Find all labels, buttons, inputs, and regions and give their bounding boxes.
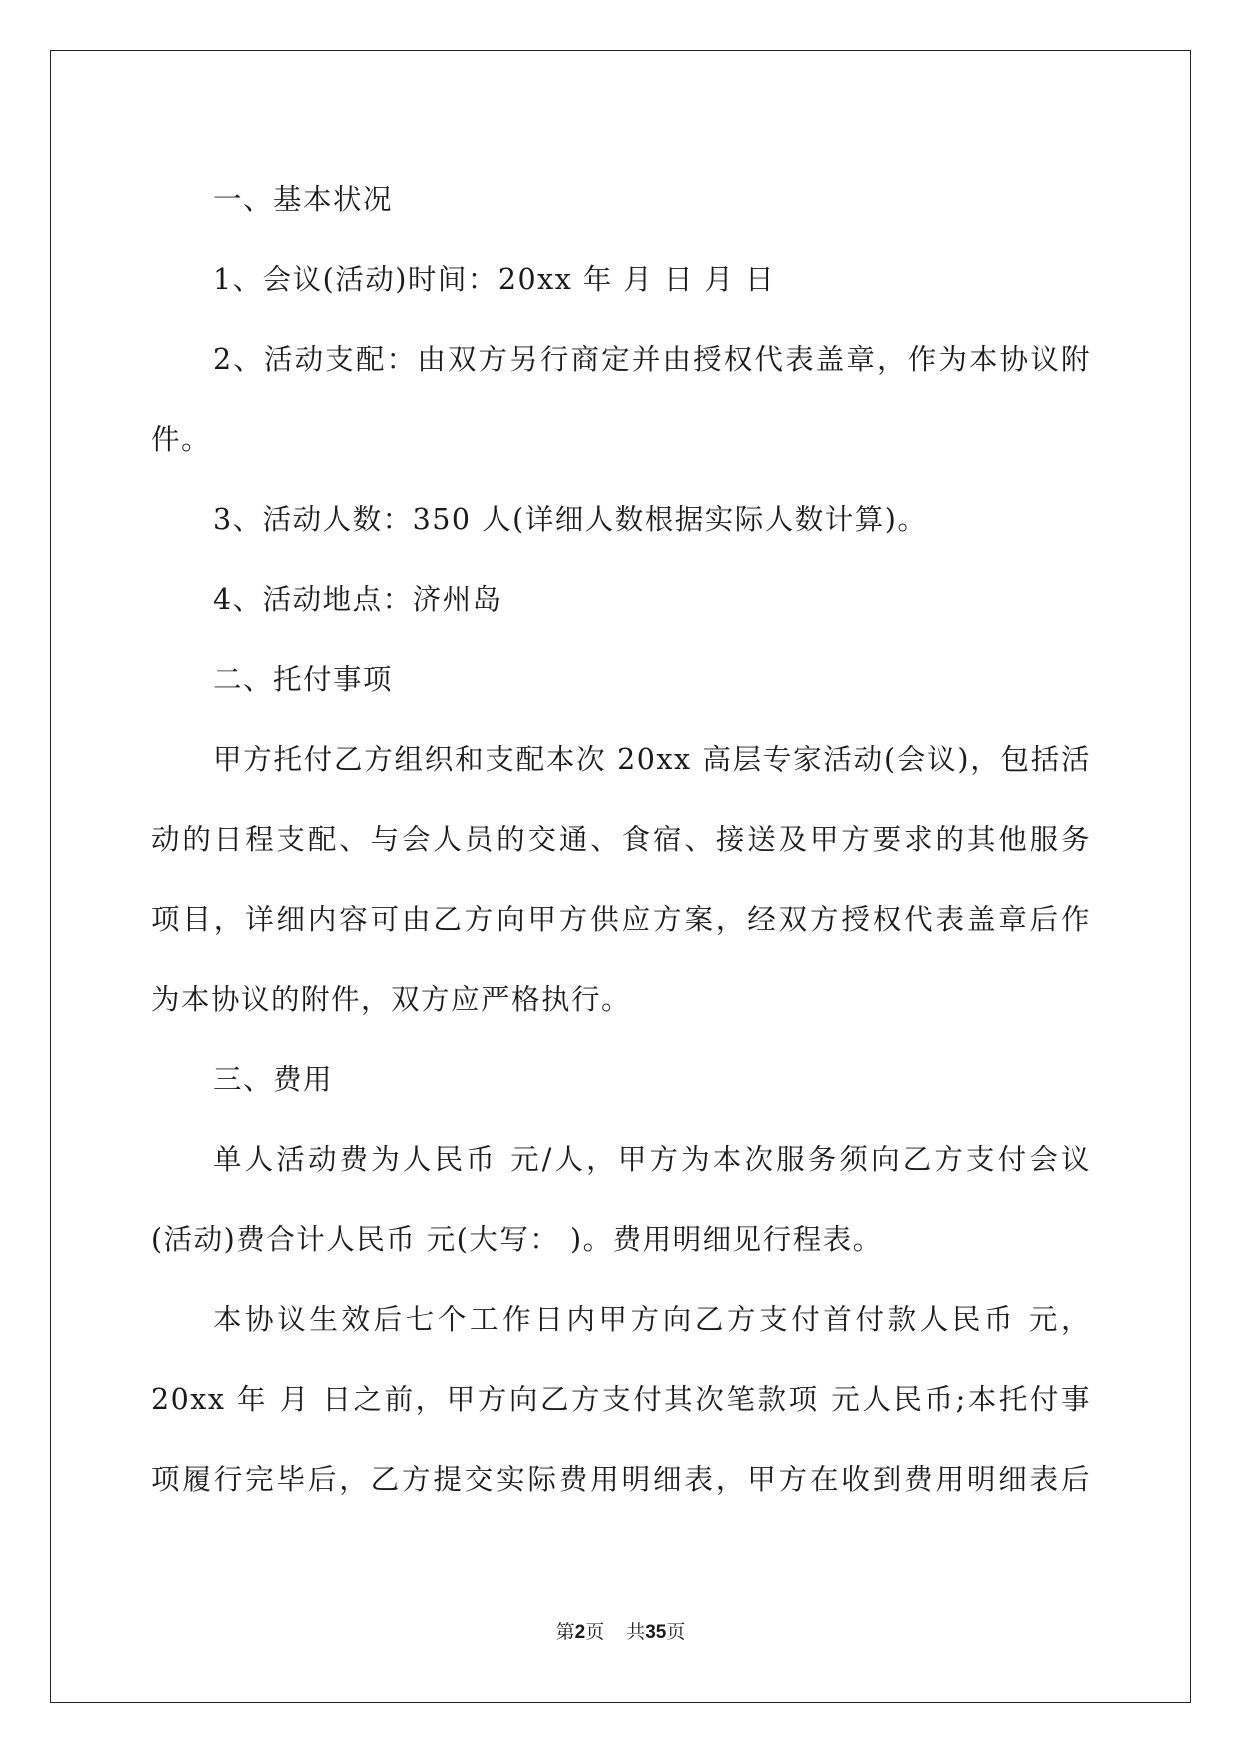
text-line: 本协议生效后七个工作日内甲方向乙方支付首付款人民币 元， <box>213 1303 1091 1336</box>
page-suffix: 页 <box>585 1621 605 1643</box>
text-line: 4、活动地点：济州岛 <box>213 583 503 616</box>
text-line: 为本协议的附件，双方应严格执行。 <box>151 983 632 1016</box>
total-suffix: 页 <box>666 1621 686 1643</box>
text-line: 项履行完毕后，乙方提交实际费用明细表，甲方在收到费用明细表后 <box>151 1463 1091 1496</box>
text-line: 三、费用 <box>213 1063 334 1096</box>
text-line: 二、托付事项 <box>213 663 394 696</box>
text-line: 件。 <box>151 423 212 456</box>
page-number: 2 <box>574 1622 586 1643</box>
text-line: 项目，详细内容可由乙方向甲方供应方案，经双方授权代表盖章后作 <box>151 903 1091 936</box>
text-line: 3、活动人数：350 人(详细人数根据实际人数计算)。 <box>213 503 928 536</box>
text-line: (活动)费合计人民币 元(大写： )。费用明细见行程表。 <box>151 1223 883 1256</box>
document-body <box>151 160 1091 1520</box>
text-line: 一、基本状况 <box>213 183 394 216</box>
total-prefix: 共 <box>626 1621 646 1643</box>
text-line: 20xx 年 月 日之前，甲方向乙方支付其次笔款项 元人民币;本托付事 <box>151 1383 1091 1416</box>
total-pages: 35 <box>645 1622 667 1643</box>
page-footer <box>0 1620 1241 1645</box>
page-prefix: 第 <box>555 1621 575 1643</box>
text-line: 1、会议(活动)时间：20xx 年 月 日 月 日 <box>213 263 776 296</box>
text-line: 2、活动支配：由双方另行商定并由授权代表盖章，作为本协议附 <box>213 343 1091 376</box>
text-line: 单人活动费为人民币 元/人，甲方为本次服务须向乙方支付会议 <box>213 1143 1091 1176</box>
text-line: 甲方托付乙方组织和支配本次 20xx 高层专家活动(会议)，包括活 <box>213 743 1091 776</box>
text-line: 动的日程支配、与会人员的交通、食宿、接送及甲方要求的其他服务 <box>151 823 1091 856</box>
